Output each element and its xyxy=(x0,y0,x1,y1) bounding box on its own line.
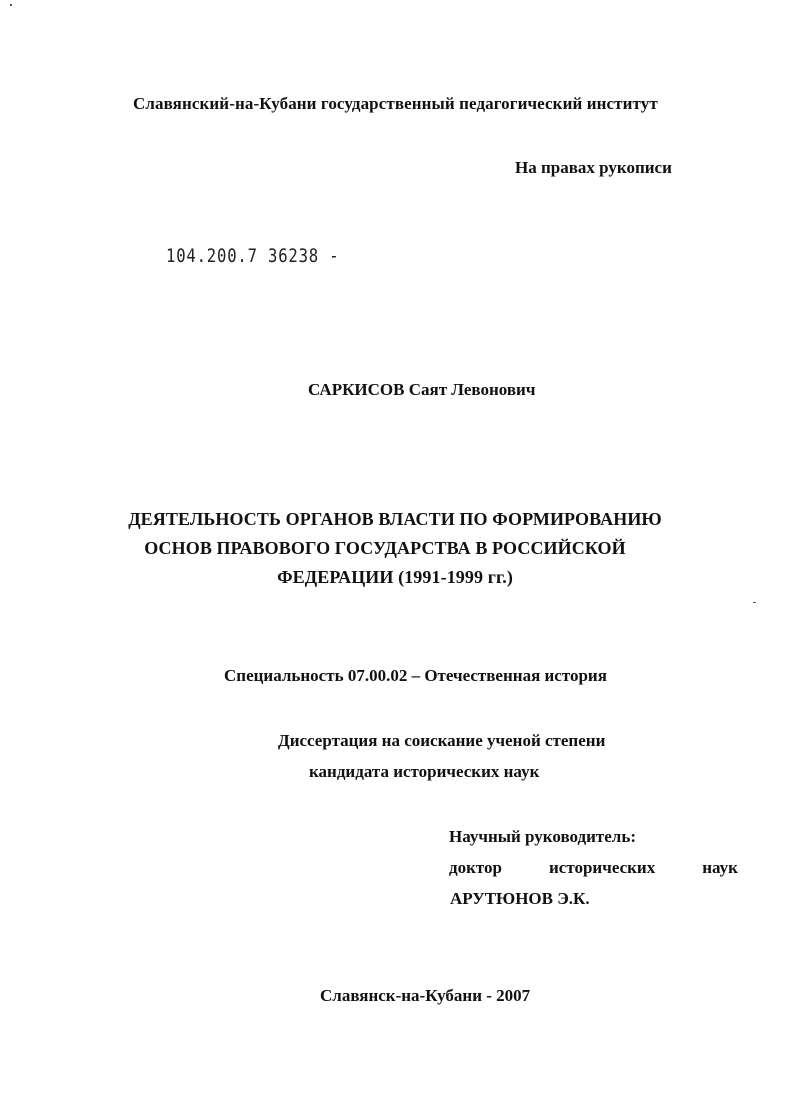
supervisor-degree-word: доктор xyxy=(449,858,502,877)
supervisor-name: АРУТЮНОВ Э.К. xyxy=(450,889,590,908)
dissertation-type-line: кандидата исторических наук xyxy=(309,762,540,781)
supervisor-label: Научный руководитель: xyxy=(449,827,636,846)
scan-speck xyxy=(753,602,756,603)
dissertation-type-line: Диссертация на соискание ученой степени xyxy=(278,731,606,750)
manuscript-note: На правах рукописи xyxy=(515,158,672,177)
supervisor-degree-word: наук xyxy=(702,858,738,877)
dissertation-title-line: ФЕДЕРАЦИИ (1991-1999 гг.) xyxy=(277,567,513,587)
supervisor-degree xyxy=(449,858,738,878)
supervisor-degree-word: исторических xyxy=(549,858,656,877)
author-name: САРКИСОВ Саят Левонович xyxy=(308,380,536,399)
scan-speck xyxy=(10,4,12,6)
specialty: Специальность 07.00.02 – Отечественная история xyxy=(224,666,607,685)
institution-name: Славянский-на-Кубани государственный педагогический институт xyxy=(133,94,658,113)
city-year: Славянск-на-Кубани - 2007 xyxy=(320,986,531,1005)
dissertation-title-line: ОСНОВ ПРАВОВОГО ГОСУДАРСТВА В РОССИЙСКОЙ xyxy=(144,538,626,558)
dissertation-title-line: ДЕЯТЕЛЬНОСТЬ ОРГАНОВ ВЛАСТИ ПО ФОРМИРОВАНИЮ xyxy=(128,509,662,529)
library-stamp: 104.200.7 36238 - xyxy=(166,245,340,267)
